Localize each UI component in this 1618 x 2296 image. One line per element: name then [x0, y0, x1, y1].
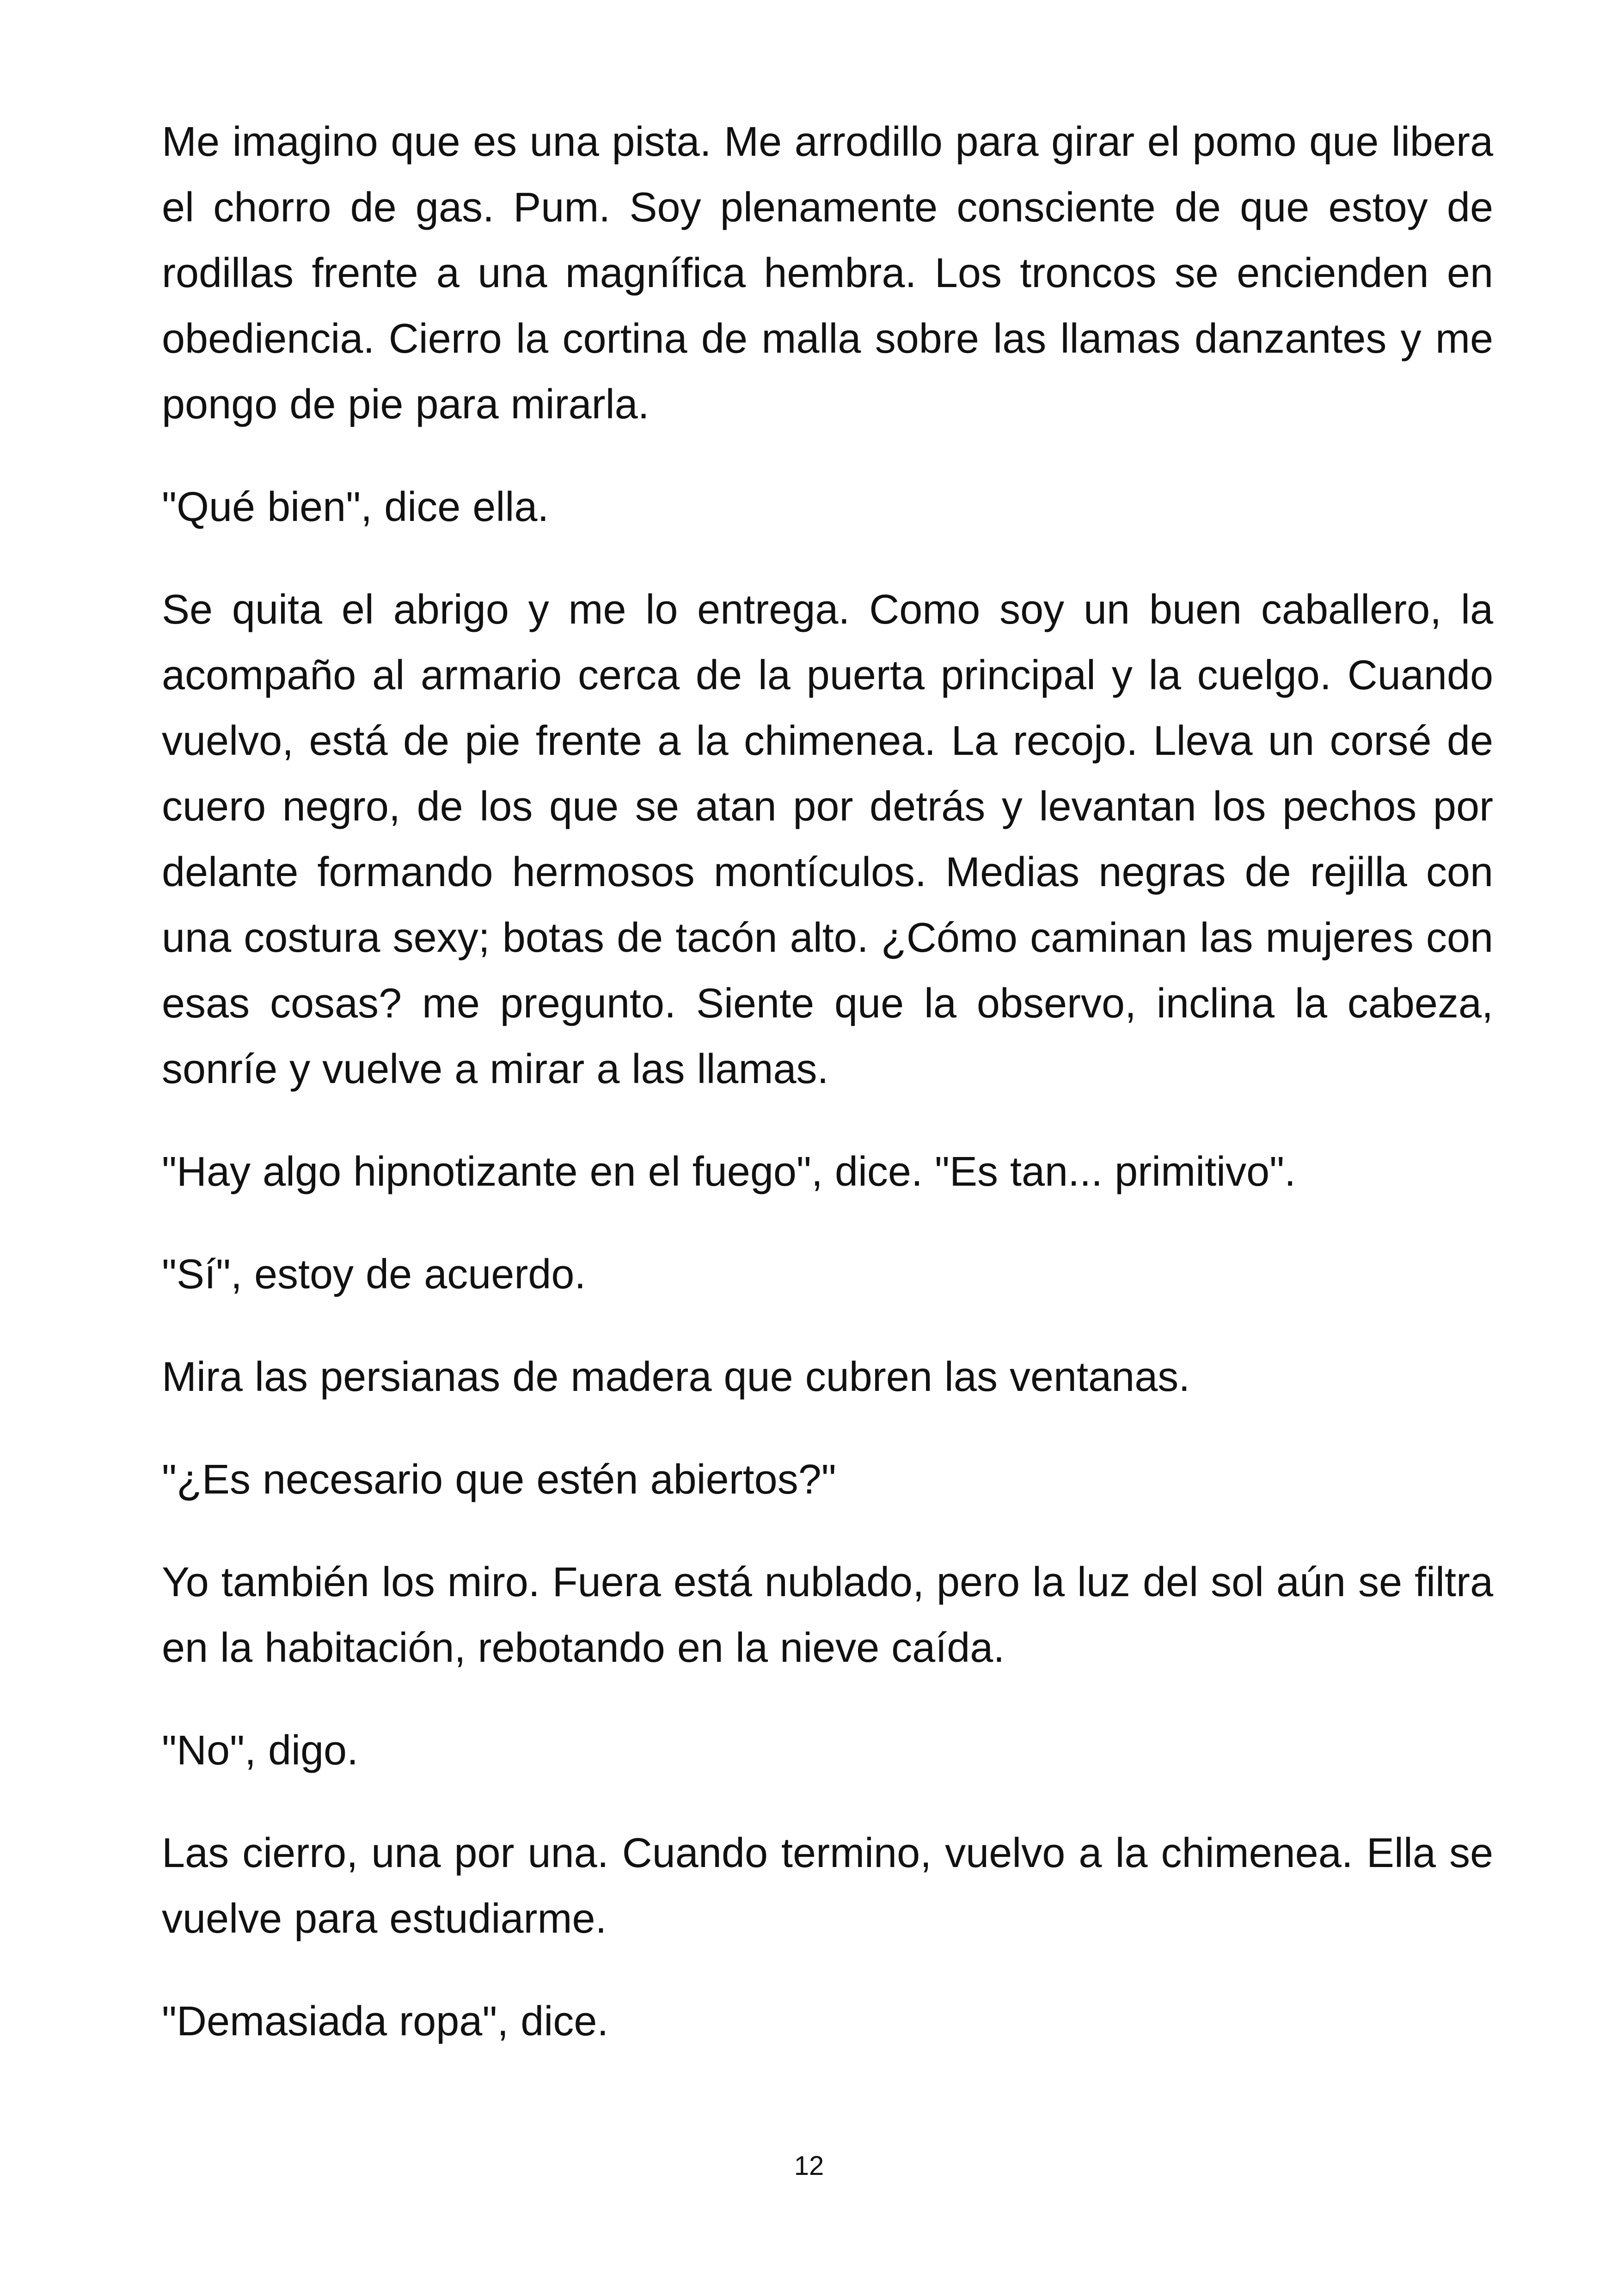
paragraph: "Demasiada ropa", dice.: [162, 1998, 609, 2045]
paragraph: "Hay algo hipnotizante en el fuego", dice. "Es tan... primitivo".: [162, 1149, 1296, 1195]
body-text: [162, 109, 1493, 2054]
paragraph: Se quita el abrigo y me lo entrega. Como soy un buen caballero, la acompaño al armario cerca de la puerta principal y la cuelgo. Cuando vuelvo, está de pie frente a la chimenea. La recojo. Lleva un corsé de cuero negro, de los que se atan por detrás y levantan los pechos por delante formando hermosos montículos. Medias negras de rejilla con una costura sexy; botas de tacón alto. ¿Cómo caminan las mujeres con esas cosas? me pregunto. Siente que la observo, inclina la cabeza, sonríe y vuelve a mirar a las llamas.: [162, 587, 1493, 1092]
paragraph: Yo también los miro. Fuera está nublado, pero la luz del sol aún se filtra en la habitación, rebotando en la nieve caída.: [162, 1559, 1493, 1671]
paragraph: "¿Es necesario que estén abiertos?": [162, 1457, 836, 1503]
paragraph: Mira las persianas de madera que cubren las ventanas.: [162, 1354, 1190, 1400]
paragraph: Las cierro, una por una. Cuando termino, vuelvo a la chimenea. Ella se vuelve para estudiarme.: [162, 1830, 1493, 1942]
page-number: 12: [794, 2151, 824, 2181]
paragraph: "Sí", estoy de acuerdo.: [162, 1251, 586, 1298]
paragraph: Me imagino que es una pista. Me arrodillo para girar el pomo que libera el chorro de gas. Pum. Soy plenamente consciente de que estoy de rodillas frente a una magnífica hembra. Los troncos se encienden en obediencia. Cierro la cortina de malla sobre las llamas danzantes y me pongo de pie para mirarla.: [162, 119, 1493, 428]
paragraph: "No", digo.: [162, 1727, 359, 1774]
paragraph: "Qué bien", dice ella.: [162, 484, 549, 530]
